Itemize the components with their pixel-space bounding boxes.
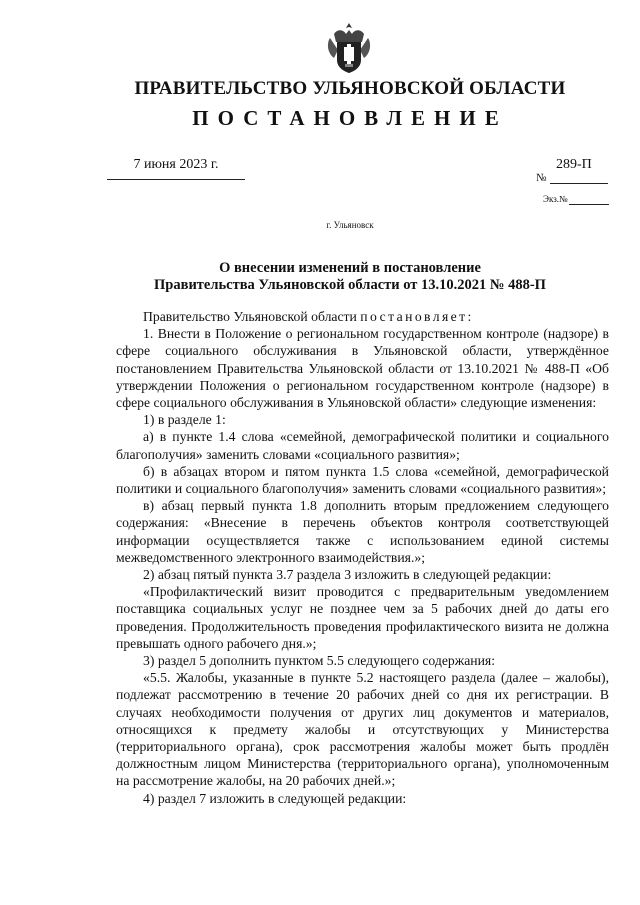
organization-title: ПРАВИТЕЛЬСТВО УЛЬЯНОВСКОЙ ОБЛАСТИ bbox=[134, 78, 566, 99]
number-underline bbox=[550, 183, 608, 184]
paragraph-8: 3) раздел 5 дополнить пунктом 5.5 следующего содержания: bbox=[143, 653, 496, 669]
paragraph-1: 1. Внести в Положение о региональном государственном контроле (надзоре) в сфере социального обслуживания в Ульяновской области, утверждённое постановлением Правительства Ульяновской области от 13.10.2021 № 488-П «Об утверждении Положения о региональном государственном контроле (надзоре) в сфере социального обслуживания в Ульяновской области» следующие изменения: bbox=[116, 326, 609, 411]
document-type: ПОСТАНОВЛЕНИЕ bbox=[192, 106, 508, 130]
intro-resolution-word: постановляет bbox=[360, 309, 468, 324]
intro-prefix: Правительство Ульяновской области bbox=[143, 309, 361, 324]
paragraph-7: «Профилактический визит проводится с предварительным уведомлением поставщика социальных услуг не позднее чем за 5 рабочих дней до даты его проведения. Продолжительность проведения профилактического визита не должна превышать одного рабочего дня.»; bbox=[116, 584, 609, 651]
document-date: 7 июня 2023 г. bbox=[133, 157, 219, 172]
copy-number-field bbox=[543, 194, 609, 208]
document-subject bbox=[0, 260, 640, 294]
intro-suffix: : bbox=[467, 309, 472, 324]
coat-of-arms-icon bbox=[324, 20, 374, 76]
paragraph-9: «5.5. Жалобы, указанные в пункте 5.2 настоящего раздела (далее – жалобы), подлежат рассмотрению в течение 20 рабочих дней со дня их регистрации. В случаях необходимости получения от других лиц документов и материалов, относящихся к предмету жалобы и отсутствующих у Министерства (территориального органа), срок рассмотрения жалобы может быть продлён должностным лицом Министерства (территориального органа), уполномоченным на рассмотрение жалобы, на 20 рабочих дней.»; bbox=[116, 670, 609, 789]
copy-underline bbox=[569, 204, 609, 205]
paragraph-10: 4) раздел 7 изложить в следующей редакции: bbox=[143, 790, 407, 806]
date-field bbox=[107, 157, 245, 180]
city-name: г. Ульяновск bbox=[326, 220, 374, 230]
document-body bbox=[116, 308, 609, 807]
paragraph-3: а) в пункте 1.4 слова «семейной, демографической политики и социального благополучия» заменить словами «социального развития»; bbox=[116, 429, 609, 462]
paragraph-6: 2) абзац пятый пункта 3.7 раздела 3 изложить в следующей редакции: bbox=[143, 567, 552, 583]
intro-paragraph bbox=[116, 308, 609, 325]
paragraph-5: в) абзац первый пункта 1.8 дополнить вторым предложением следующего содержания: «Внесение в перечень объектов контроля соответствующей информации осуществляется также с использованием единой системы межведомственного электронного взаимодействия.»; bbox=[116, 498, 609, 565]
subject-line-1: О внесении изменений в постановление bbox=[219, 260, 481, 276]
date-underline bbox=[107, 179, 245, 180]
paragraph-4: б) в абзацах втором и пятом пункта 1.5 слова «семейной, демографической политики и социального благополучия» заменить словами «социального развития»; bbox=[116, 463, 609, 497]
copy-label: Экз.№ bbox=[543, 194, 568, 204]
subject-line-2: Правительства Ульяновской области от 13.10.2021 № 488-П bbox=[154, 277, 546, 293]
number-sign: № bbox=[536, 172, 547, 184]
paragraph-2: 1) в разделе 1: bbox=[143, 412, 226, 428]
document-number: 289-П bbox=[556, 157, 592, 172]
